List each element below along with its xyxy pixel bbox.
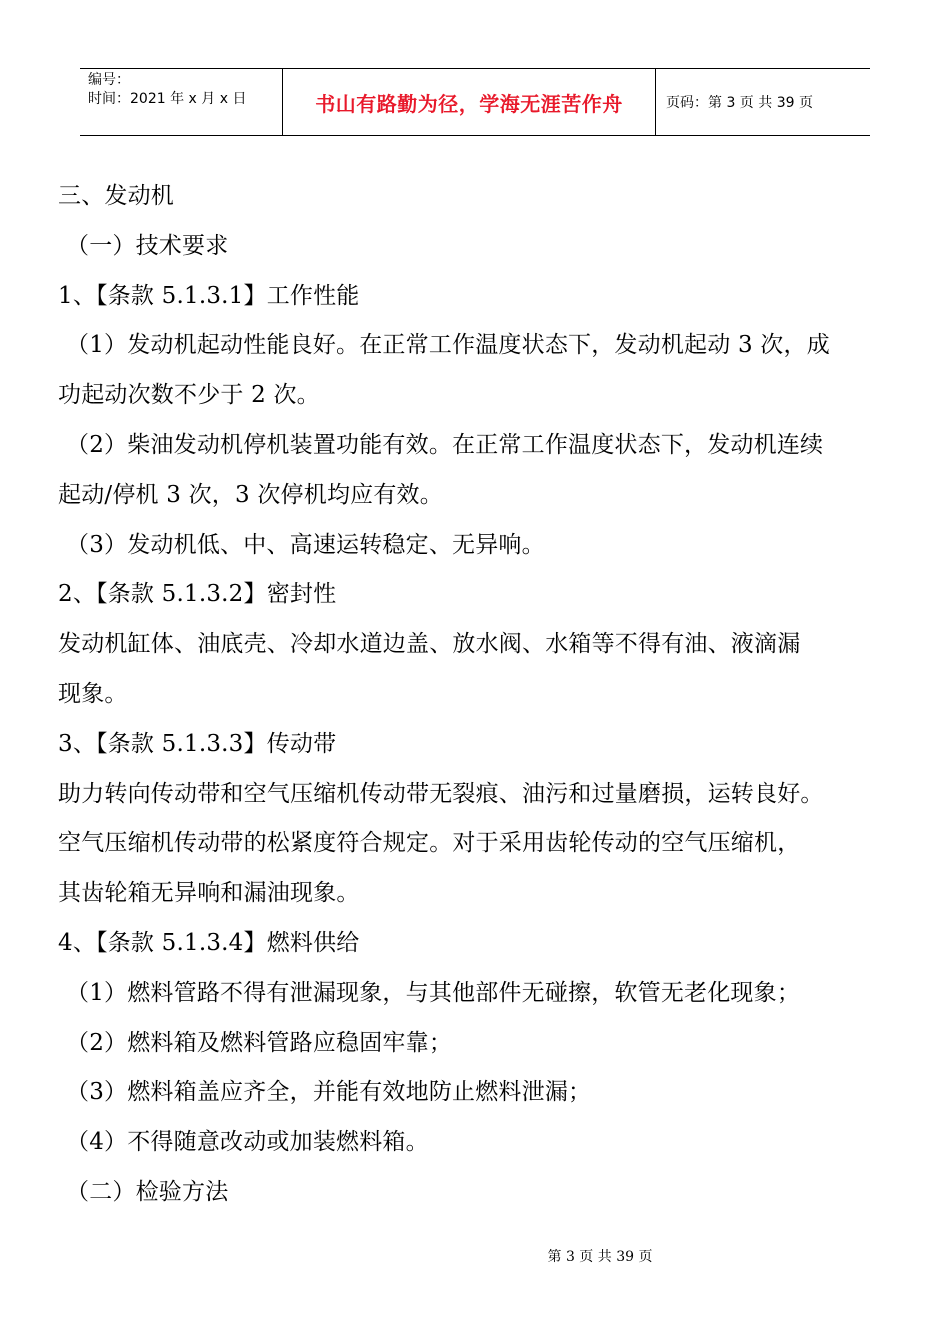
- paragraph-line: 发动机缸体、油底壳、冷却水道边盖、放水阀、水箱等不得有油、液滴漏: [58, 631, 801, 658]
- header-meta: [80, 69, 282, 135]
- paragraph-line: 空气压缩机传动带的松紧度符合规定。对于采用齿轮传动的空气压缩机，: [58, 830, 801, 857]
- header-motto: 书山有路勤为径，学海无涯苦作舟: [282, 69, 656, 135]
- paragraph-line: （1）发动机起动性能良好。在正常工作温度状态下，发动机起动 3 次，成: [66, 332, 830, 359]
- paragraph-line: （4）不得随意改动或加装燃料箱。: [66, 1129, 429, 1156]
- page-footer: [0, 1246, 950, 1266]
- clause-heading: 1、【条款 5.1.3.1】工作性能: [58, 282, 360, 309]
- paragraph-line: 现象。: [58, 680, 128, 707]
- header-page-info: 页码：第 3 页 共 39 页: [666, 95, 813, 111]
- section-heading: 三、发动机: [58, 183, 174, 209]
- clause-heading: 3、【条款 5.1.3.3】传动带: [58, 730, 337, 757]
- paragraph-line: 功起动次数不少于 2 次。: [58, 382, 320, 409]
- subsection-heading: （一）技术要求: [66, 232, 229, 259]
- paragraph-line: （2）燃料箱及燃料管路应稳固牢靠；: [66, 1029, 453, 1056]
- paragraph-line: （3）发动机低、中、高速运转稳定、无异响。: [66, 531, 545, 558]
- subsection-heading: （二）检验方法: [66, 1178, 229, 1205]
- clause-heading: 2、【条款 5.1.3.2】密封性: [58, 581, 337, 608]
- footer-page-number: 第 3 页 共 39 页: [547, 1249, 653, 1265]
- document-body: [58, 172, 898, 1218]
- paragraph-line: 助力转向传动带和空气压缩机传动带无裂痕、油污和过量磨损，运转良好。: [58, 780, 824, 807]
- paragraph-line: 其齿轮箱无异响和漏油现象。: [58, 880, 360, 907]
- paragraph-line: 起动/停机 3 次，3 次停机均应有效。: [58, 481, 443, 508]
- paragraph-line: （2）柴油发动机停机装置功能有效。在正常工作温度状态下，发动机连续: [66, 431, 824, 458]
- paragraph-line: （3）燃料箱盖应齐全，并能有效地防止燃料泄漏；: [66, 1079, 592, 1106]
- doc-number-label: 编号：: [88, 72, 130, 88]
- doc-date-label: 时间：2021 年 x 月 x 日: [88, 91, 247, 107]
- page-header: [80, 68, 870, 136]
- paragraph-line: （1）燃料管路不得有泄漏现象，与其他部件无碰擦，软管无老化现象；: [66, 979, 801, 1006]
- clause-heading: 4、【条款 5.1.3.4】燃料供给: [58, 929, 360, 956]
